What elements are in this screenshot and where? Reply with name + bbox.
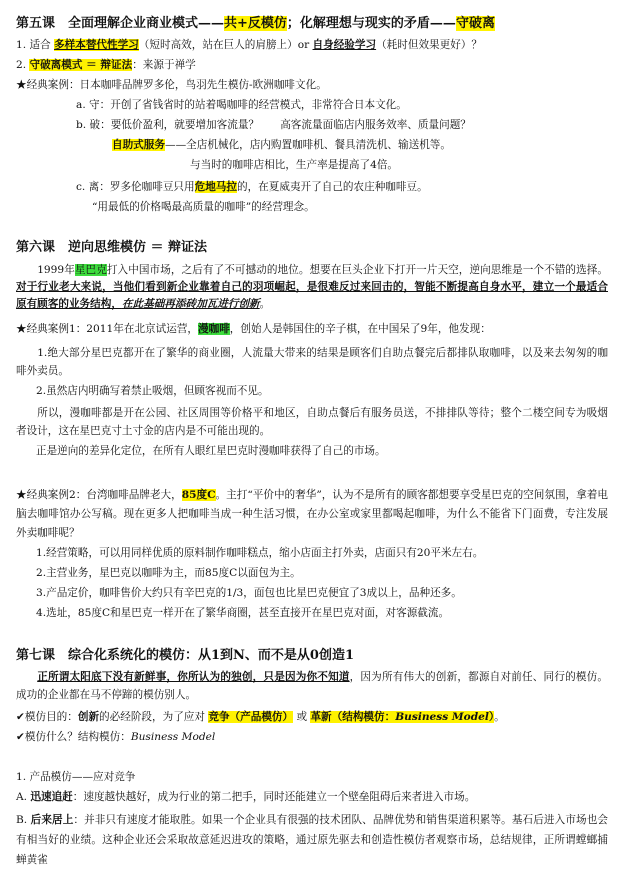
highlight: 革新（结构模仿：Business Model） [310,711,495,723]
lesson5-item-b: b. 破：要低价盈利，就要增加客流量？ 高客流量面临店内服务效率、质量问题？ [76,119,471,131]
lesson6-case1-point2: 2.虽然店内明确写着禁止吸烟，但顾客视而不见。 [36,385,269,397]
highlight: 漫咖啡 [198,323,230,335]
lesson6-case2-point2: 2.主营业务，星巴克以咖啡为主，而85度C以面包为主。 [36,567,301,579]
lesson5-item-b-cont: 自助式服务——全店机械化，店内购置咖啡机、餐具清洗机、输送机等。 [112,139,451,151]
highlight: 危地马拉 [194,181,237,193]
lesson6-case1-point3: 所以，漫咖啡都是开在公园、社区周围等价格平和地区，自助点餐后有服务员送，不排排队等待；整个二楼空间专为吸烟者设计，这在星巴克寸土寸金的店内是不可能出现的。 [16,407,608,437]
lesson7-item-a: A. 迅速追赶：速度越快越好，成为行业的第二把手，同时还能建立一个壁垒阻碍后来者进入市场。 [16,791,476,803]
bold-underlined-text: 正所谓太阳底下没有新鲜事，你所认为的独创，只是因为你不知道 [37,671,350,683]
lesson6-case2-point1: 1.经营策略，可以用同样优质的原料制作咖啡糕点，缩小店面主打外卖，店面只有20平米左右。 [36,547,484,559]
lesson7-goal: ✔模仿目的：创新的必经阶段，为了应对 竞争（产品模仿） 或 革新（结构模仿：Business Model）。 [16,711,505,723]
highlight: 星巴克 [74,264,107,276]
lesson5-item-b-cont2: 与当时的咖啡店相比，生产率是提高了4倍。 [190,159,399,171]
lesson6-case1-point1: 1.绝大部分星巴克都开在了繁华的商业圈，人流量大带来的结果是顾客们自助点餐完后都排队取咖啡，以及来去匆匆的咖啡外卖员。 [16,347,608,377]
lesson5-line2: 2. 守破离模式 ＝ 辩证法：来源于禅学 [16,59,196,71]
bold-underlined-text: 对于行业老大来说，当他们看到新企业靠着自己的羽项崛起，是很难反过来回击的，智能不断提高自身水平，建立一个最适合原有顾客的业务结构， [16,281,608,310]
lesson5-line1: 1. 适合 多样本替代性学习（短时高效，站在巨人的肩膀上）or 自身经验学习（耗时但效果更好）？ [16,39,483,51]
lesson6-case2-point4: 4.选址，85度C和星巴克一样开在了繁华商圈，甚至直接开在星巴克对面，对客源截流。 [36,607,450,619]
lesson6-case1-point4: 正是逆向的差异化定位，在所有人眼红星巴克时漫咖啡获得了自己的市场。 [36,445,386,457]
lesson5-item-c-cont: “用最低的价格喝最高质量的咖啡”的经营理念。 [92,201,315,213]
highlight: 守破离模式 ＝ 辩证法 [29,59,133,71]
lesson7-item-b: B. 后来居上：并非只有速度才能取胜。如果一个企业具有很强的技术团队、品牌优势和销售渠道积累等。基石后进入市场也会有相当好的业绩。这种企业还会采取故意延迟进攻的策略，通过原先驱去和创造性模仿者观察市场，总结规律，正所谓螳螂捕蝉黄雀 [16,814,608,866]
highlight: 85度C [181,489,216,501]
highlight: 自助式服务 [112,139,165,151]
lesson5-item-c: c. 离：罗多伦咖啡豆只用危地马拉的，在夏威夷开了自己的农庄种咖啡豆。 [76,181,428,193]
highlight: 共+反模仿 [224,16,287,31]
lesson6-paragraph1: 1999年星巴克打入中国市场，之后有了不可撼动的地位。想要在巨头企业下打开一片天空，逆向思维是一个不错的选择。对于行业老大来说，当他们看到新企业靠着自己的羽项崛起，是很难反过来回击的，智能不断提高自身水平，建立一个最适合原有顾客的业务结构，在此基础再添砖加瓦进行创新。 [16,264,609,310]
lesson5-case-intro: ★经典案例：日本咖啡品牌罗多伦，鸟羽先生模仿-欧洲咖啡文化。 [16,79,327,91]
lesson6-title: 第六课 逆向思维模仿 ＝ 辩证法 [16,240,208,255]
lesson5-title: 第五课 全面理解企业商业模式——共+反模仿；化解理想与现实的矛盾——守破离 [16,16,495,31]
lesson7-what: ✔模仿什么？结构模仿：Business Model [16,731,216,743]
lesson6-case2-point3: 3.产品定价，咖啡售价大约只有辛巴克的1/3，面包也比星巴克便宜了3成以上，品种还多。 [36,587,462,599]
lesson7-paragraph1: 正所谓太阳底下没有新鲜事，你所认为的独创，只是因为你不知道，因为所有伟大的创新，都源自对前任、同行的模仿。成功的企业都在马不停蹄的模仿别人。 [16,671,609,701]
highlight: 竞争（产品模仿） [208,711,294,723]
lesson6-case1-intro: ★经典案例1：2011年在北京试运营，漫咖啡，创始人是韩国住的辛子棋，在中国呆了9年，他发现： [16,323,491,335]
underlined-term: 自身经验学习 [312,39,377,51]
lesson7-title: 第七课 综合化系统化的模仿：从1到N、而不是从0创造1 [16,648,355,663]
lesson7-section1: 1. 产品模仿——应对竞争 [16,771,136,783]
lesson5-item-a: a. 守：开创了省钱省时的站着喝咖啡的经营模式，非常符合日本文化。 [76,99,407,111]
highlight: 守破离 [455,16,495,31]
highlight: 多样本替代性学习 [54,39,139,51]
bold-italic-text: 在此基础再添砖加瓦进行创新 [121,298,260,310]
lesson6-case2: ★经典案例2：台湾咖啡品牌老大，85度C。主打“平价中的奢华”，认为不是所有的顾客都想要享受星巴克的空间氛围，拿着电脑去咖啡馆办公写稿。现在更多人把咖啡当成一种生活习惯，在办公室或家里都喝起咖啡，为什么不能省下门面费，专注发展外卖咖啡呢？ [16,489,608,539]
